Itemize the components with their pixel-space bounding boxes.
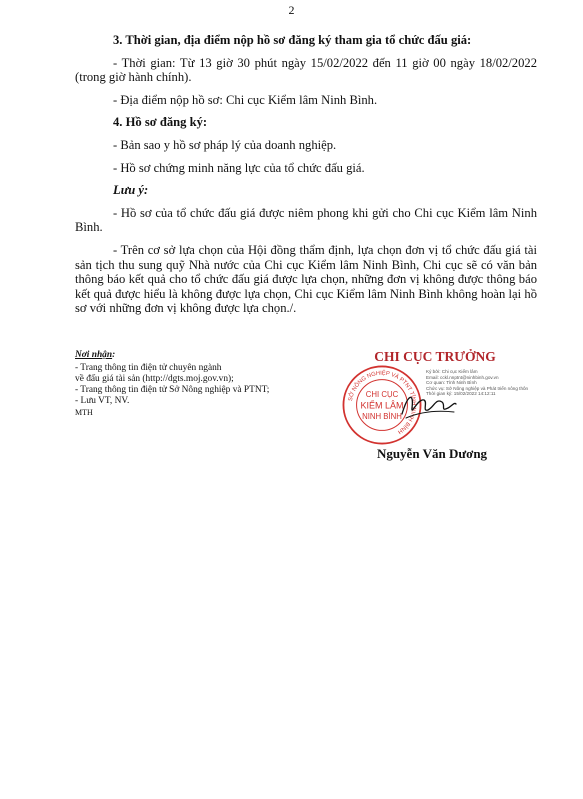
document-body <box>75 33 537 324</box>
note-title: Lưu ý: <box>113 183 149 198</box>
signer-name: Nguyễn Văn Dương <box>376 446 488 461</box>
author-code: MTH <box>75 408 93 417</box>
sig-info-line: Ký bởi: Chi cục Kiểm lâm <box>426 369 478 374</box>
handwritten-signature <box>398 388 458 423</box>
page-number: 2 <box>288 3 295 17</box>
sig-info-line: Thời gian ký: 15/02/2022 14:12:11 <box>426 391 496 397</box>
paragraph-capability-docs: - Hồ sơ chứng minh năng lực của tổ chức đấu giá. <box>113 160 365 175</box>
paragraph-legal-docs: - Bản sao y hồ sơ pháp lý của doanh nghiệp. <box>113 137 337 152</box>
stamp-line-1: CHI CỤC <box>365 389 399 399</box>
heading-registration-docs: 4. Hồ sơ đăng ký: <box>113 115 208 130</box>
signer-title: CHI CỤC TRƯỞNG <box>374 349 496 364</box>
stamp-ring-text: SỞ NÔNG NGHIỆP VÀ PTNT TỈNH NINH BÌNH <box>347 370 417 435</box>
recipients-title-colon: : <box>112 350 116 360</box>
stamp-line-3: NINH BÌNH <box>362 411 402 421</box>
sig-info-line: Cơ quan: Tỉnh Ninh Bình <box>426 380 477 386</box>
paragraph-submission-place: - Địa điểm nộp hồ sơ: Chi cục Kiểm lâm Ninh Bình. <box>113 92 378 107</box>
recipient-item: - Trang thông tin điện tử chuyên ngành <box>75 363 222 373</box>
recipient-item: - Lưu VT, NV. <box>75 396 130 406</box>
paragraph-sealed-docs: - Hồ sơ của tổ chức đấu giá được niêm phong khi gửi cho Chi cục Kiểm lâm Ninh Bình. <box>75 205 537 235</box>
recipients-title <box>75 350 375 361</box>
heading-submission-time-place: 3. Thời gian, địa điểm nộp hồ sơ đăng ký tham gia tổ chức đấu giá: <box>113 33 472 47</box>
paragraph-selection-result: - Trên cơ sở lựa chọn của Hội đồng thẩm định, lựa chọn đơn vị tổ chức đấu giá tài sản tịch thu sung quỹ Nhà nước của Chi cục Kiểm lâm Ninh Bình, Chi cục sẽ có văn bản thông báo kết quả cho tổ chức đấu giá được lựa chọn, những đơn vị không được thông báo kết quả được hiểu là không được lựa chọn, Chi cục Kiểm lâm Ninh Bình không hoàn lại hồ sơ với những đơn vị không được lựa chọn./. <box>75 242 537 316</box>
recipient-item: - Trang thông tin điện tử Sở Nông nghiệp và PTNT; <box>75 385 270 395</box>
paragraph-submission-time: - Thời gian: Từ 13 giờ 30 phút ngày 15/02/2022 đến 11 giờ 00 ngày 18/02/2022 (trong giờ hành chính). <box>75 55 537 85</box>
recipients-block <box>75 350 375 418</box>
recipients-title-text: Nơi nhận <box>75 350 113 360</box>
sig-info-line: Chức vụ: Sở Nông nghiệp và Phát triển nông thôn <box>426 385 529 391</box>
recipient-item: về đấu giá tài sản (http://dgts.moj.gov.vn); <box>75 374 234 384</box>
stamp-line-2: KIỂM LÂM <box>360 400 404 411</box>
sig-info-line: Email: cckl.nnptnt@ninhbinh.gov.vn <box>426 374 499 380</box>
